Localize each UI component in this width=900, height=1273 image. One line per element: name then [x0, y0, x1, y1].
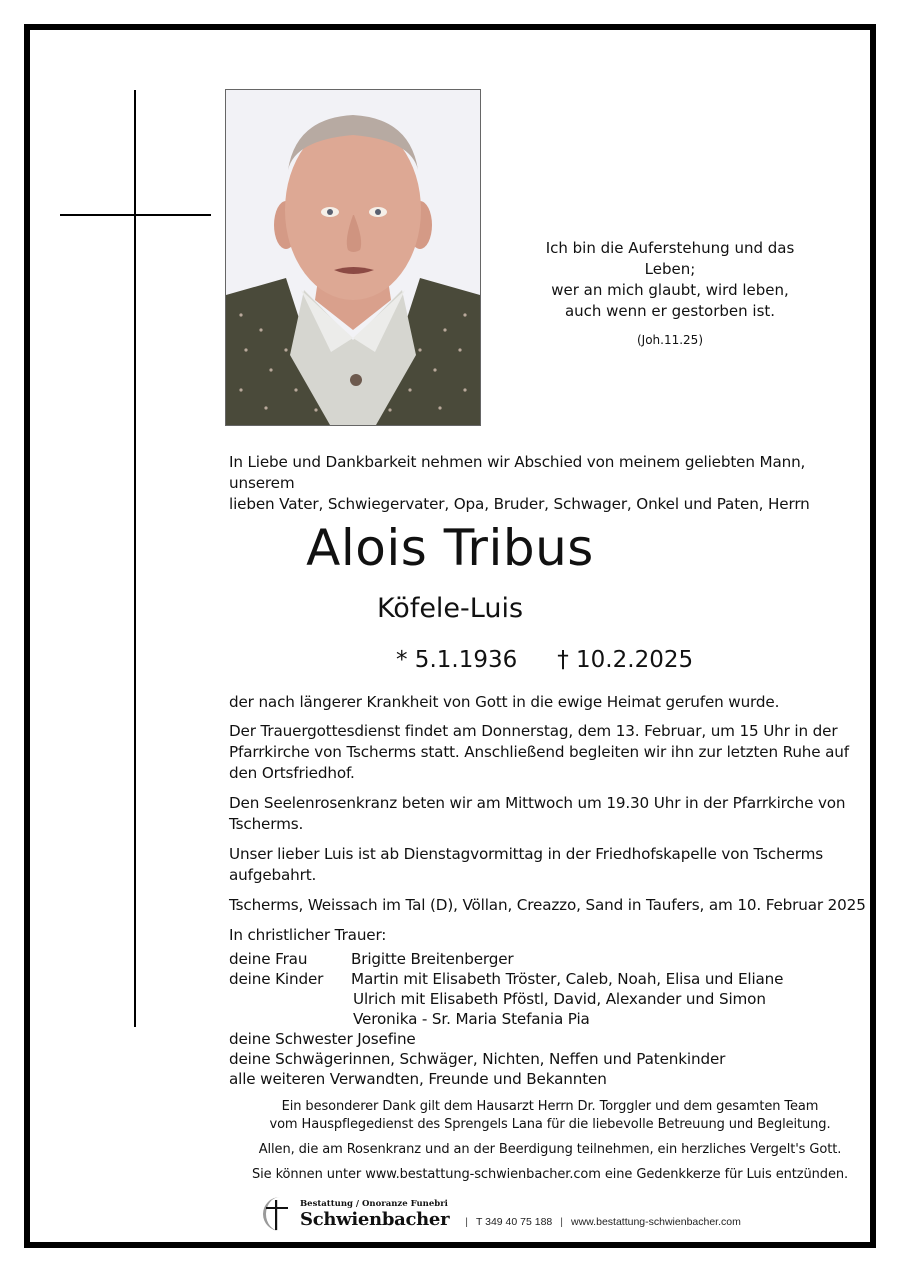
verse-line: auch wenn er gestorben ist. [564, 302, 776, 320]
mourner-names: Ulrich mit Elisabeth Pföstl, David, Alexander und Simon [353, 990, 766, 1008]
paragraph-line: Tscherms, Weissach im Tal (D), Völlan, Creazzo, Sand in Taufers, am 10. Februar 2025 [229, 896, 866, 914]
cross-icon-horizontal-bar [60, 214, 211, 216]
mourner-row-children-cont [229, 1009, 783, 1029]
paragraph-line: Unser lieber Luis ist ab Dienstagvormittag in der Friedhofskapelle von Tscherms [229, 845, 824, 863]
paragraph-laid-out [229, 844, 869, 886]
thanks-doctor [200, 1098, 900, 1133]
cross-icon [258, 1194, 298, 1234]
paragraph-line: Den Seelenrosenkranz beten wir am Mittwoch um 19.30 Uhr in der Pfarrkirche von [229, 794, 846, 812]
verse-line: wer an mich glaubt, wird leben, [551, 281, 789, 299]
mourner-row-wife [229, 949, 783, 969]
death-date: † 10.2.2025 [557, 647, 694, 673]
thanks-line: Ein besonderer Dank gilt dem Hausarzt Herrn Dr. Torggler und dem gesamten Team [281, 1099, 819, 1114]
logo-subtitle: Bestattung / Onoranze Funebri [300, 1199, 448, 1209]
candle-notice: Sie können unter www.bestattung-schwienbacher.com eine Gedenkkerze für Luis entzünden. [251, 1167, 849, 1182]
paragraph-line: der nach längerer Krankheit von Gott in die ewige Heimat gerufen wurde. [229, 693, 780, 711]
intro-line: In Liebe und Dankbarkeit nehmen wir Abschied von meinem geliebten Mann, unserem [229, 453, 806, 492]
intro-text [229, 452, 869, 515]
paragraph-rosary [229, 793, 869, 835]
phone-number: T 349 40 75 188 [475, 1216, 553, 1228]
verse-reference: (Joh.11.25) [636, 333, 704, 347]
paragraph-line: Tscherms. [229, 815, 304, 833]
paragraph-mourning-heading [229, 925, 869, 946]
portrait-illustration [226, 90, 480, 425]
verse-line: Ich bin die Auferstehung und das Leben; [545, 239, 795, 278]
paragraph-funeral-service [229, 721, 869, 784]
website-link[interactable]: www.bestattung-schwienbacher.com [571, 1216, 741, 1228]
mourners-list [229, 949, 783, 1089]
paragraph-line: Pfarrkirche von Tscherms statt. Anschließend begleiten wir ihn zur letzten Ruhe auf [229, 743, 849, 761]
funeral-home-footer [258, 1194, 741, 1234]
intro-line: lieben Vater, Schwiegervater, Opa, Bruder, Schwager, Onkel und Paten, Herrn [229, 495, 810, 513]
thanks-attendees: Allen, die am Rosenkranz und an der Beerdigung teilnehmen, ein herzliches Vergelt's Gott. [258, 1142, 842, 1157]
paragraph-line: den Ortsfriedhof. [229, 764, 355, 782]
life-dates [396, 645, 693, 675]
birth-date: * 5.1.1936 [396, 647, 518, 673]
paragraph-line: Der Trauergottesdienst findet am Donnerstag, dem 13. Februar, um 15 Uhr in der [229, 722, 838, 740]
mourner-names: alle weiteren Verwandten, Freunde und Bekannten [229, 1070, 607, 1088]
separator: | [465, 1216, 468, 1228]
mourner-names: deine Schwägerinnen, Schwäger, Nichten, Neffen und Patenkinder [229, 1050, 726, 1068]
separator: | [560, 1216, 564, 1228]
mourner-names: Brigitte Breitenberger [351, 950, 514, 968]
bible-verse [520, 238, 820, 351]
relation-label: deine Frau [229, 950, 308, 968]
paragraph-called-home [229, 692, 869, 713]
paragraph-places-date [229, 895, 869, 916]
mourner-row-children [229, 969, 783, 989]
mourner-names: deine Schwester Josefine [229, 1030, 416, 1048]
paragraph-line: aufgebahrt. [229, 866, 317, 884]
portrait-photo [225, 89, 481, 426]
mourner-names: Veronika - Sr. Maria Stefania Pia [353, 1010, 590, 1028]
mourner-row-children-cont [229, 989, 783, 1009]
paragraph-line: In christlicher Trauer: [229, 926, 387, 944]
deceased-name: Alois Tribus [306, 519, 594, 577]
deceased-nickname: Köfele-Luis [376, 593, 524, 624]
mourner-row-in-laws [229, 1049, 783, 1069]
thanks-line: vom Hauspflegedienst des Sprengels Lana für die liebevolle Betreuung und Begleitung. [269, 1116, 831, 1132]
mourner-row-sister [229, 1029, 783, 1049]
logo-text [300, 1197, 449, 1231]
mourner-row-others [229, 1069, 783, 1089]
logo-name: Schwienbacher [300, 1209, 450, 1230]
relation-label: deine Kinder [229, 970, 324, 988]
contact-info [457, 1216, 741, 1228]
mourner-names: Martin mit Elisabeth Tröster, Caleb, Noah, Elisa und Eliane [351, 970, 784, 988]
